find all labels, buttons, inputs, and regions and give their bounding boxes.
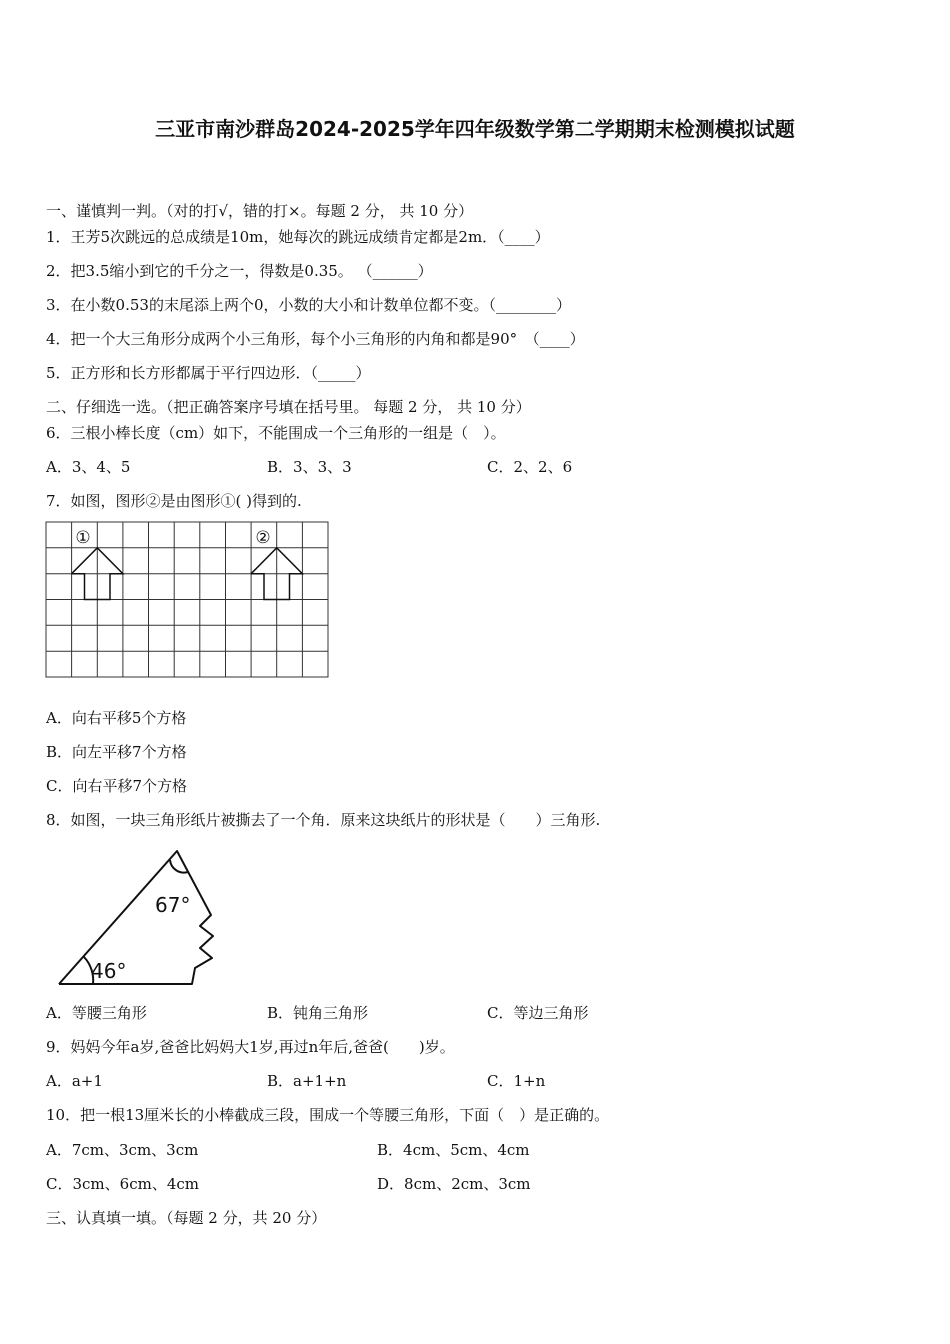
figure-2-label: ② xyxy=(255,528,271,548)
q10-option-d: D．8cm、2cm、3cm xyxy=(377,1175,531,1193)
torn-triangle-figure xyxy=(55,848,220,988)
question-4: 4．把一个大三角形分成两个小三角形，每个小三角形的内角和都是90° （____） xyxy=(46,330,585,348)
q8-option-a: A．等腰三角形 xyxy=(46,1004,147,1022)
q10-option-b: B．4cm、5cm、4cm xyxy=(377,1141,530,1159)
q9-option-c: C．1+n xyxy=(487,1072,546,1090)
question-5: 5．正方形和长方形都属于平行四边形．（_____） xyxy=(46,364,371,382)
translation-grid-figure xyxy=(44,520,332,680)
question-6: 6．三根小棒长度（cm）如下，不能围成一个三角形的一组是（ ）。 xyxy=(46,424,506,442)
q7-option-b: B．向左平移7个方格 xyxy=(46,743,187,761)
question-2: 2．把3.5缩小到它的千分之一，得数是0.35。 （______） xyxy=(46,262,433,280)
q7-option-c: C．向右平移7个方格 xyxy=(46,777,188,795)
page-title: 三亚市南沙群岛2024-2025学年四年级数学第二学期期末检测模拟试题 xyxy=(155,117,795,141)
question-7: 7．如图，图形②是由图形①( )得到的. xyxy=(46,492,302,510)
q6-option-b: B．3、3、3 xyxy=(267,458,352,476)
q10-option-c: C．3cm、6cm、4cm xyxy=(46,1175,199,1193)
section1-heading: 一、谨慎判一判。（对的打√，错的打×。每题 2 分， 共 10 分） xyxy=(46,202,474,220)
q6-option-a: A．3、4、5 xyxy=(46,458,131,476)
q7-option-a: A．向右平移5个方格 xyxy=(46,709,187,727)
angle-46-label: 46° xyxy=(91,959,127,983)
q8-option-c: C．等边三角形 xyxy=(487,1004,589,1022)
section3-heading: 三、认真填一填。（每题 2 分，共 20 分） xyxy=(46,1209,327,1227)
figure-1-label: ① xyxy=(75,528,91,548)
q9-option-a: A．a+1 xyxy=(46,1072,103,1090)
question-8: 8．如图，一块三角形纸片被撕去了一个角．原来这块纸片的形状是（ ）三角形. xyxy=(46,811,601,829)
section2-heading: 二、仔细选一选。（把正确答案序号填在括号里。 每题 2 分， 共 10 分） xyxy=(46,398,531,416)
q6-option-c: C．2、2、6 xyxy=(487,458,573,476)
q10-option-a: A．7cm、3cm、3cm xyxy=(46,1141,199,1159)
angle-67-label: 67° xyxy=(155,893,191,917)
question-1: 1．王芳5次跳远的总成绩是10m，她每次的跳远成绩肯定都是2m．（____） xyxy=(46,228,550,246)
q9-option-b: B．a+1+n xyxy=(267,1072,347,1090)
question-3: 3．在小数0.53的末尾添上两个0，小数的大小和计数单位都不变。（________） xyxy=(46,296,571,314)
question-10: 10．把一根13厘米长的小棒截成三段，围成一个等腰三角形，下面（ ）是正确的。 xyxy=(46,1106,610,1124)
q8-option-b: B．钝角三角形 xyxy=(267,1004,369,1022)
question-9: 9．妈妈今年a岁,爸爸比妈妈大1岁,再过n年后,爸爸( )岁。 xyxy=(46,1038,455,1056)
